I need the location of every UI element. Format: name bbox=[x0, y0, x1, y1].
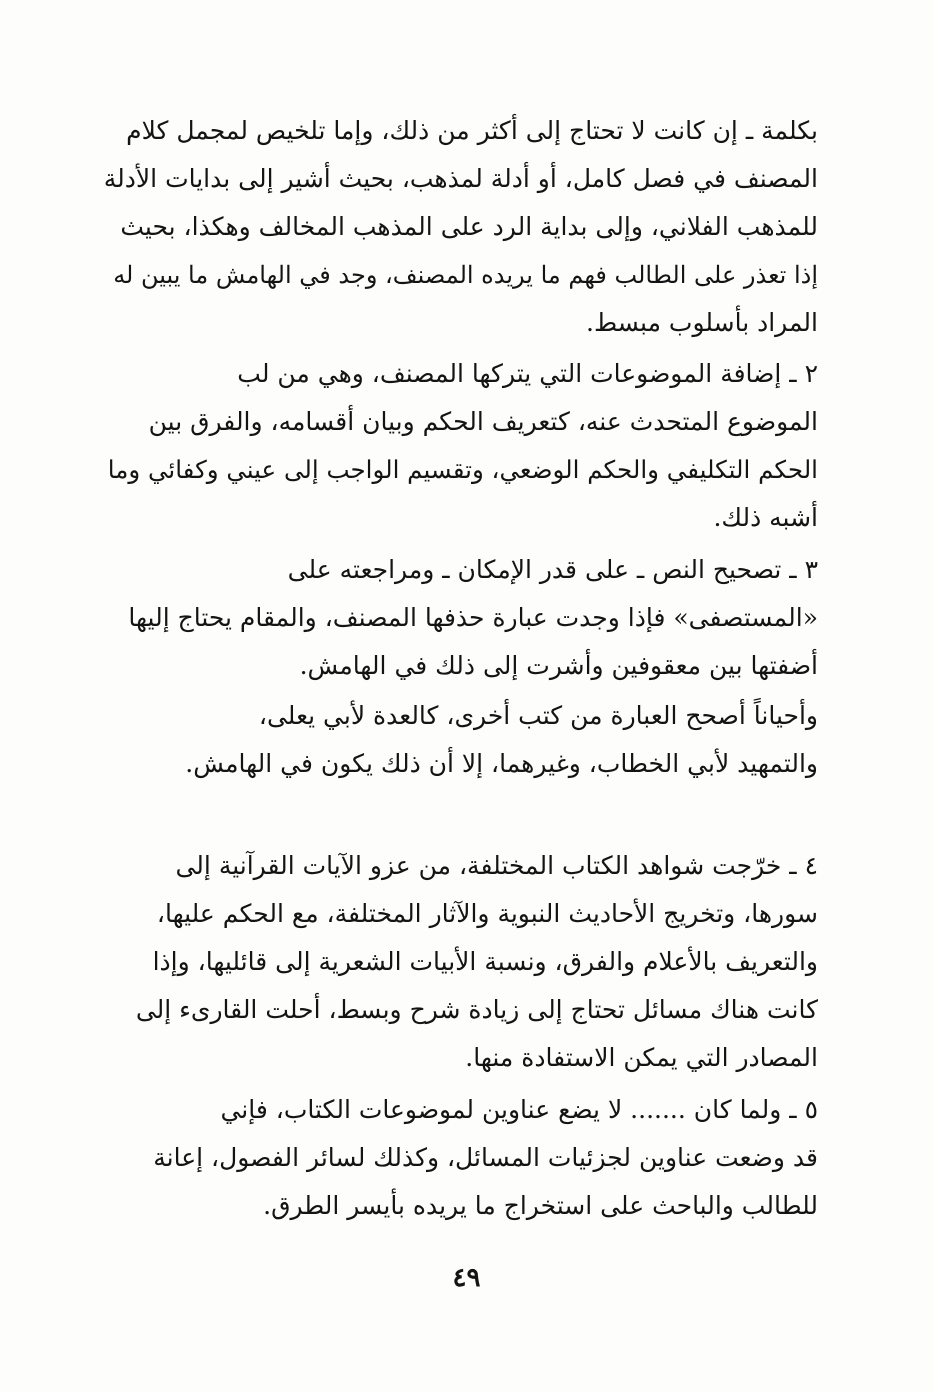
text-line: المصنف في فصل كامل، أو أدلة لمذهب، بحيث أشير إلى بدايات الأدلة bbox=[103, 164, 818, 193]
text-line: الحكم التكليفي والحكم الوضعي، وتقسيم الواجب إلى عيني وكفائي وما bbox=[107, 455, 818, 484]
text-line: والتعريف بالأعلام والفرق، ونسبة الأبيات الشعرية إلى قائليها، وإذا bbox=[152, 947, 818, 976]
text-line: وأحياناً أصحح العبارة من كتب أخرى، كالعدة لأبي يعلى، bbox=[258, 701, 818, 730]
text-line: قد وضعت عناوين لجزئيات المسائل، وكذلك لسائر الفصول، إعانة bbox=[153, 1143, 818, 1172]
text-line: للمذهب الفلاني، وإلى بداية الرد على المذهب المخالف وهكذا، بحيث bbox=[120, 212, 818, 241]
text-line: المراد بأسلوب مبسط. bbox=[586, 308, 818, 337]
text-line: إذا تعذر على الطالب فهم ما يريده المصنف، وجد في الهامش ما يبين له bbox=[113, 261, 818, 289]
text-line: أضفتها بين معقوفين وأشرت إلى ذلك في الهامش. bbox=[299, 651, 818, 680]
text-line: كانت هناك مسائل تحتاج إلى زيادة شرح وبسط، أحلت القارىء إلى bbox=[135, 995, 818, 1024]
paragraph-item-5 bbox=[100, 1086, 818, 1230]
text-line: سورها، وتخريج الأحاديث النبوية والآثار المختلفة، مع الحكم عليها، bbox=[156, 899, 818, 928]
text-line: «المستصفى» فإذا وجدت عبارة حذفها المصنف، والمقام يحتاج إليها bbox=[128, 603, 818, 632]
paragraph-continuation bbox=[100, 107, 818, 347]
text-line: والتمهيد لأبي الخطاب، وغيرهما، إلا أن ذلك يكون في الهامش. bbox=[185, 749, 818, 778]
text-line: ٢ ـ إضافة الموضوعات التي يتركها المصنف، وهي من لب bbox=[237, 359, 818, 388]
paragraph-item-4 bbox=[100, 842, 818, 1082]
text-line: ٣ ـ تصحيح النص ـ على قدر الإمكان ـ ومراجعته على bbox=[287, 555, 818, 584]
paragraph-item-2 bbox=[100, 350, 818, 542]
text-line: للطالب والباحث على استخراج ما يريده بأيسر الطرق. bbox=[263, 1191, 818, 1220]
text-line: ٥ ـ ولما كان ....... لا يضع عناوين لموضوعات الكتاب، فإني bbox=[220, 1095, 818, 1124]
text-line: الموضوع المتحدث عنه، كتعريف الحكم وبيان أقسامه، والفرق بين bbox=[148, 407, 818, 436]
text-line: ٤ ـ خرّجت شواهد الكتاب المختلفة، من عزو الآيات القرآنية إلى bbox=[175, 851, 818, 880]
page-number: ٤٩ bbox=[452, 1263, 481, 1293]
text-line: بكلمة ـ إن كانت لا تحتاج إلى أكثر من ذلك، وإما تلخيص لمجمل كلام bbox=[126, 116, 818, 145]
text-line: أشبه ذلك. bbox=[713, 503, 818, 532]
paragraph-note bbox=[100, 692, 818, 788]
paragraph-item-3 bbox=[100, 546, 818, 690]
text-line: المصادر التي يمكن الاستفادة منها. bbox=[465, 1043, 818, 1072]
